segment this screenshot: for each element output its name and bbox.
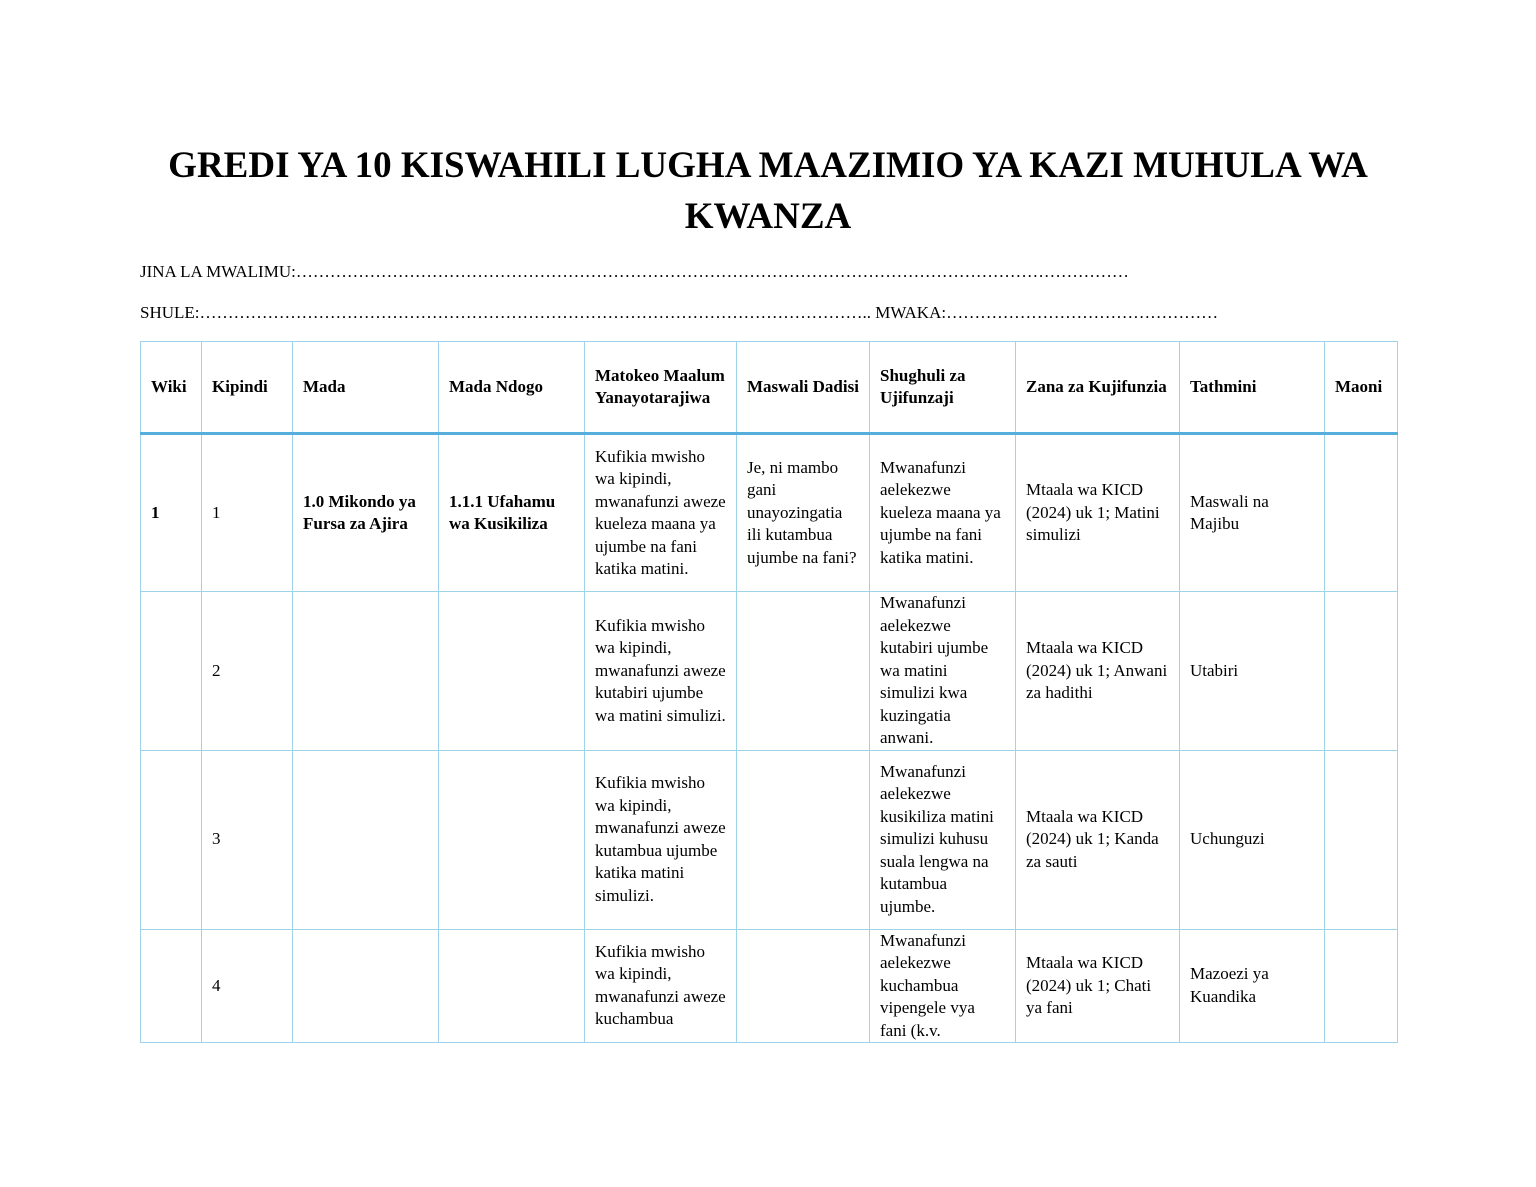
page-title: GREDI YA 10 KISWAHILI LUGHA MAAZIMIO YA KAZI MUHULA WA KWANZA — [168, 145, 1368, 237]
header-tathmini: Tathmini — [1180, 342, 1325, 434]
cell-kipindi: 2 — [202, 592, 293, 751]
header-matokeo: Matokeo Maalum Yanayotarajiwa — [585, 342, 737, 434]
cell-mada — [293, 929, 439, 1043]
cell-tathmini: Uchunguzi — [1180, 750, 1325, 929]
table-row — [141, 592, 1398, 751]
header-maoni: Maoni — [1325, 342, 1398, 434]
cell-zana: Mtaala wa KICD (2024) uk 1; Matini simulizi — [1016, 434, 1180, 592]
cell-kipindi: 3 — [202, 750, 293, 929]
cell-mada-ndogo — [439, 750, 585, 929]
header-mada-ndogo: Mada Ndogo — [439, 342, 585, 434]
cell-zana: Mtaala wa KICD (2024) uk 1; Kanda za sauti — [1016, 750, 1180, 929]
header-zana: Zana za Kujifunzia — [1016, 342, 1180, 434]
cell-kipindi: 1 — [202, 434, 293, 592]
table-row — [141, 929, 1398, 1043]
cell-mada-ndogo: 1.1.1 Ufahamu wa Kusikiliza — [439, 434, 585, 592]
cell-maoni — [1325, 929, 1398, 1043]
cell-maoni — [1325, 750, 1398, 929]
cell-maoni — [1325, 434, 1398, 592]
cell-tathmini: Maswali na Majibu — [1180, 434, 1325, 592]
scheme-of-work-table — [140, 341, 1398, 1043]
cell-maoni — [1325, 592, 1398, 751]
cell-matokeo: Kufikia mwisho wa kipindi, mwanafunzi aweze kutabiri ujumbe wa matini simulizi. — [585, 592, 737, 751]
cell-mada-ndogo — [439, 929, 585, 1043]
cell-zana: Mtaala wa KICD (2024) uk 1; Anwani za hadithi — [1016, 592, 1180, 751]
cell-tathmini: Mazoezi ya Kuandika — [1180, 929, 1325, 1043]
header-kipindi: Kipindi — [202, 342, 293, 434]
header-maswali: Maswali Dadisi — [737, 342, 870, 434]
cell-wiki — [141, 592, 202, 751]
cell-wiki — [141, 929, 202, 1043]
table-row — [141, 434, 1398, 592]
header-shughuli: Shughuli za Ujifunzaji — [870, 342, 1016, 434]
cell-maswali — [737, 929, 870, 1043]
cell-mada — [293, 592, 439, 751]
header-wiki: Wiki — [141, 342, 202, 434]
header-mada: Mada — [293, 342, 439, 434]
cell-shughuli: Mwanafunzi aelekezwe kuchambua vipengele vya fani (k.v. — [870, 929, 1016, 1043]
cell-kipindi: 4 — [202, 929, 293, 1043]
cell-mada — [293, 750, 439, 929]
cell-matokeo: Kufikia mwisho wa kipindi, mwanafunzi aweze kutambua ujumbe katika matini simulizi. — [585, 750, 737, 929]
cell-matokeo: Kufikia mwisho wa kipindi, mwanafunzi aweze kueleza maana ya ujumbe na fani katika matini. — [585, 434, 737, 592]
table-header-row — [141, 342, 1398, 434]
cell-maswali: Je, ni mambo gani unayozingatia ili kutambua ujumbe na fani? — [737, 434, 870, 592]
cell-mada: 1.0 Mikondo ya Fursa za Ajira — [293, 434, 439, 592]
cell-maswali — [737, 750, 870, 929]
cell-shughuli: Mwanafunzi aelekezwe kusikiliza matini simulizi kuhusu suala lengwa na kutambua ujumbe. — [870, 750, 1016, 929]
school-year-line: SHULE:……………………………………………………………………………………………………….. MWAKA:………………………………………… — [140, 303, 1219, 322]
cell-tathmini: Utabiri — [1180, 592, 1325, 751]
cell-wiki — [141, 750, 202, 929]
teacher-name-line: JINA LA MWALIMU:………………………………………………………………………………………………………………………………… — [140, 262, 1129, 281]
table-row — [141, 750, 1398, 929]
cell-maswali — [737, 592, 870, 751]
cell-shughuli: Mwanafunzi aelekezwe kutabiri ujumbe wa matini simulizi kwa kuzingatia anwani. — [870, 592, 1016, 751]
cell-mada-ndogo — [439, 592, 585, 751]
cell-zana: Mtaala wa KICD (2024) uk 1; Chati ya fani — [1016, 929, 1180, 1043]
cell-wiki: 1 — [141, 434, 202, 592]
cell-shughuli: Mwanafunzi aelekezwe kueleza maana ya ujumbe na fani katika matini. — [870, 434, 1016, 592]
cell-matokeo: Kufikia mwisho wa kipindi, mwanafunzi aweze kuchambua — [585, 929, 737, 1043]
